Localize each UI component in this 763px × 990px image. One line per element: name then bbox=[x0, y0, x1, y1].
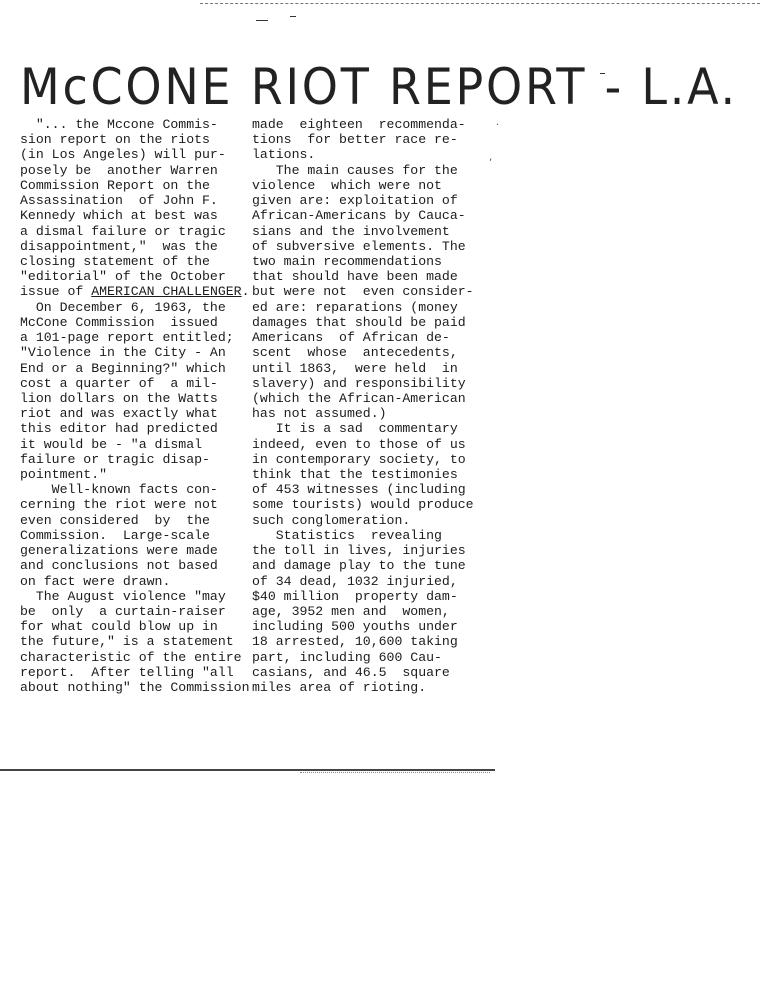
article-line: posely be another Warren bbox=[20, 162, 218, 178]
article-line: The main causes for the bbox=[252, 162, 458, 178]
article-line: casians, and 46.5 square bbox=[252, 664, 450, 680]
article-line: sion report on the riots bbox=[20, 132, 210, 148]
article-line: generalizations were made bbox=[20, 543, 218, 559]
article-line: some tourists) would produce bbox=[252, 497, 474, 513]
article-line: report. After telling "all bbox=[20, 664, 234, 680]
article-line: Americans of African de- bbox=[252, 330, 450, 346]
article-line: cost a quarter of a mil- bbox=[20, 375, 218, 391]
article-line: the future," is a statement bbox=[20, 634, 234, 650]
article-line: lion dollars on the Watts bbox=[20, 390, 218, 406]
article-line: on fact were drawn. bbox=[20, 573, 171, 589]
article-line: but were not even consider- bbox=[252, 284, 474, 300]
article-line: The August violence "may bbox=[20, 588, 226, 604]
article-line: disappointment," was the bbox=[20, 238, 218, 254]
article-line: even considered by the bbox=[20, 512, 210, 528]
article-line: characteristic of the entire bbox=[20, 649, 242, 665]
article-line: scent whose antecedents, bbox=[252, 345, 458, 361]
article-line: has not assumed.) bbox=[252, 406, 387, 422]
article-line: given are: exploitation of bbox=[252, 193, 458, 209]
article-line: (which the African-American bbox=[252, 390, 466, 406]
article-line: a 101-page report entitled; bbox=[20, 330, 234, 346]
article-line: "... the Mccone Commis- bbox=[20, 117, 218, 132]
article-line: this editor had predicted bbox=[20, 421, 218, 437]
article-line: It is a sad commentary bbox=[252, 421, 458, 437]
article-line: slavery) and responsibility bbox=[252, 375, 466, 391]
article-right-column bbox=[252, 117, 474, 696]
article-line: sians and the involvement bbox=[252, 223, 450, 239]
bottom-scan-rule bbox=[300, 772, 490, 773]
article-line: $40 million property dam- bbox=[252, 588, 458, 604]
article-line: End or a Beginning?" which bbox=[20, 360, 226, 376]
article-line: be only a curtain-raiser bbox=[20, 604, 226, 619]
margin-mark: , bbox=[489, 152, 493, 163]
article-line: Well-known facts con- bbox=[20, 482, 218, 498]
article-line: think that the testimonies bbox=[252, 467, 458, 483]
article-line: violence which were not bbox=[252, 177, 442, 193]
article-line: the toll in lives, injuries bbox=[252, 543, 466, 559]
article-line: of 34 dead, 1032 injuried, bbox=[252, 573, 458, 589]
article-line: about nothing" the Commission bbox=[20, 680, 250, 696]
article-line: age, 3952 men and women, bbox=[252, 604, 450, 619]
article-line: (in Los Angeles) will pur- bbox=[20, 147, 226, 163]
article-line: "editorial" of the October bbox=[20, 269, 226, 285]
article-headline: McCONE RIOT REPORT - L.A. bbox=[20, 58, 738, 116]
article-line: two main recommendations bbox=[252, 253, 442, 269]
article-line: Commission Report on the bbox=[20, 177, 210, 193]
article-line: a dismal failure or tragic bbox=[20, 223, 226, 239]
article-left-column bbox=[20, 117, 250, 696]
article-line: damages that should be paid bbox=[252, 314, 466, 330]
article-line: made eighteen recommenda- bbox=[252, 117, 466, 132]
article-line: until 1863, were held in bbox=[252, 360, 458, 376]
publication-name: AMERICAN CHALLENGER bbox=[91, 284, 242, 300]
article-line: pointment." bbox=[20, 467, 108, 483]
article-line: Statistics revealing bbox=[252, 527, 442, 543]
article-line: in contemporary society, to bbox=[252, 451, 466, 467]
article-line: miles area of rioting. bbox=[252, 680, 427, 696]
article-line: and conclusions not based bbox=[20, 558, 218, 574]
article-line: and damage play to the tune bbox=[252, 558, 466, 574]
article-line: it would be - "a dismal bbox=[20, 436, 203, 452]
article-line: of 453 witnesses (including bbox=[252, 482, 466, 498]
article-line: Kennedy which at best was bbox=[20, 208, 218, 224]
margin-mark: · bbox=[496, 120, 500, 131]
article-line: such conglomeration. bbox=[252, 512, 411, 528]
article-line: cerning the riot were not bbox=[20, 497, 218, 513]
article-line: McCone Commission issued bbox=[20, 314, 218, 330]
article-line: of subversive elements. The bbox=[252, 238, 466, 254]
scan-speck bbox=[256, 20, 268, 21]
article-line: indeed, even to those of us bbox=[252, 436, 466, 452]
article-line: issue of AMERICAN CHALLENGER. bbox=[20, 284, 250, 300]
article-line: failure or tragic disap- bbox=[20, 451, 210, 467]
article-line: including 500 youths under bbox=[252, 619, 458, 635]
article-line: closing statement of the bbox=[20, 253, 210, 269]
article-line: lations. bbox=[252, 147, 316, 163]
article-line: Assassination of John F. bbox=[20, 193, 218, 209]
article-line: "Violence in the City - An bbox=[20, 345, 226, 361]
article-line: Commission. Large-scale bbox=[20, 527, 210, 543]
article-line: 18 arrested, 10,600 taking bbox=[252, 634, 458, 650]
article-line: for what could blow up in bbox=[20, 619, 218, 635]
scan-speck bbox=[290, 16, 296, 17]
top-scan-rule bbox=[200, 3, 760, 4]
article-line: tions for better race re- bbox=[252, 132, 458, 148]
article-line: On December 6, 1963, the bbox=[20, 299, 226, 315]
bottom-clipping-edge bbox=[0, 769, 495, 771]
article-line: riot and was exactly what bbox=[20, 406, 218, 422]
article-line: African-Americans by Cauca- bbox=[252, 208, 466, 224]
article-line: ed are: reparations (money bbox=[252, 299, 458, 315]
article-line: part, including 600 Cau- bbox=[252, 649, 442, 665]
article-line: that should have been made bbox=[252, 269, 458, 285]
